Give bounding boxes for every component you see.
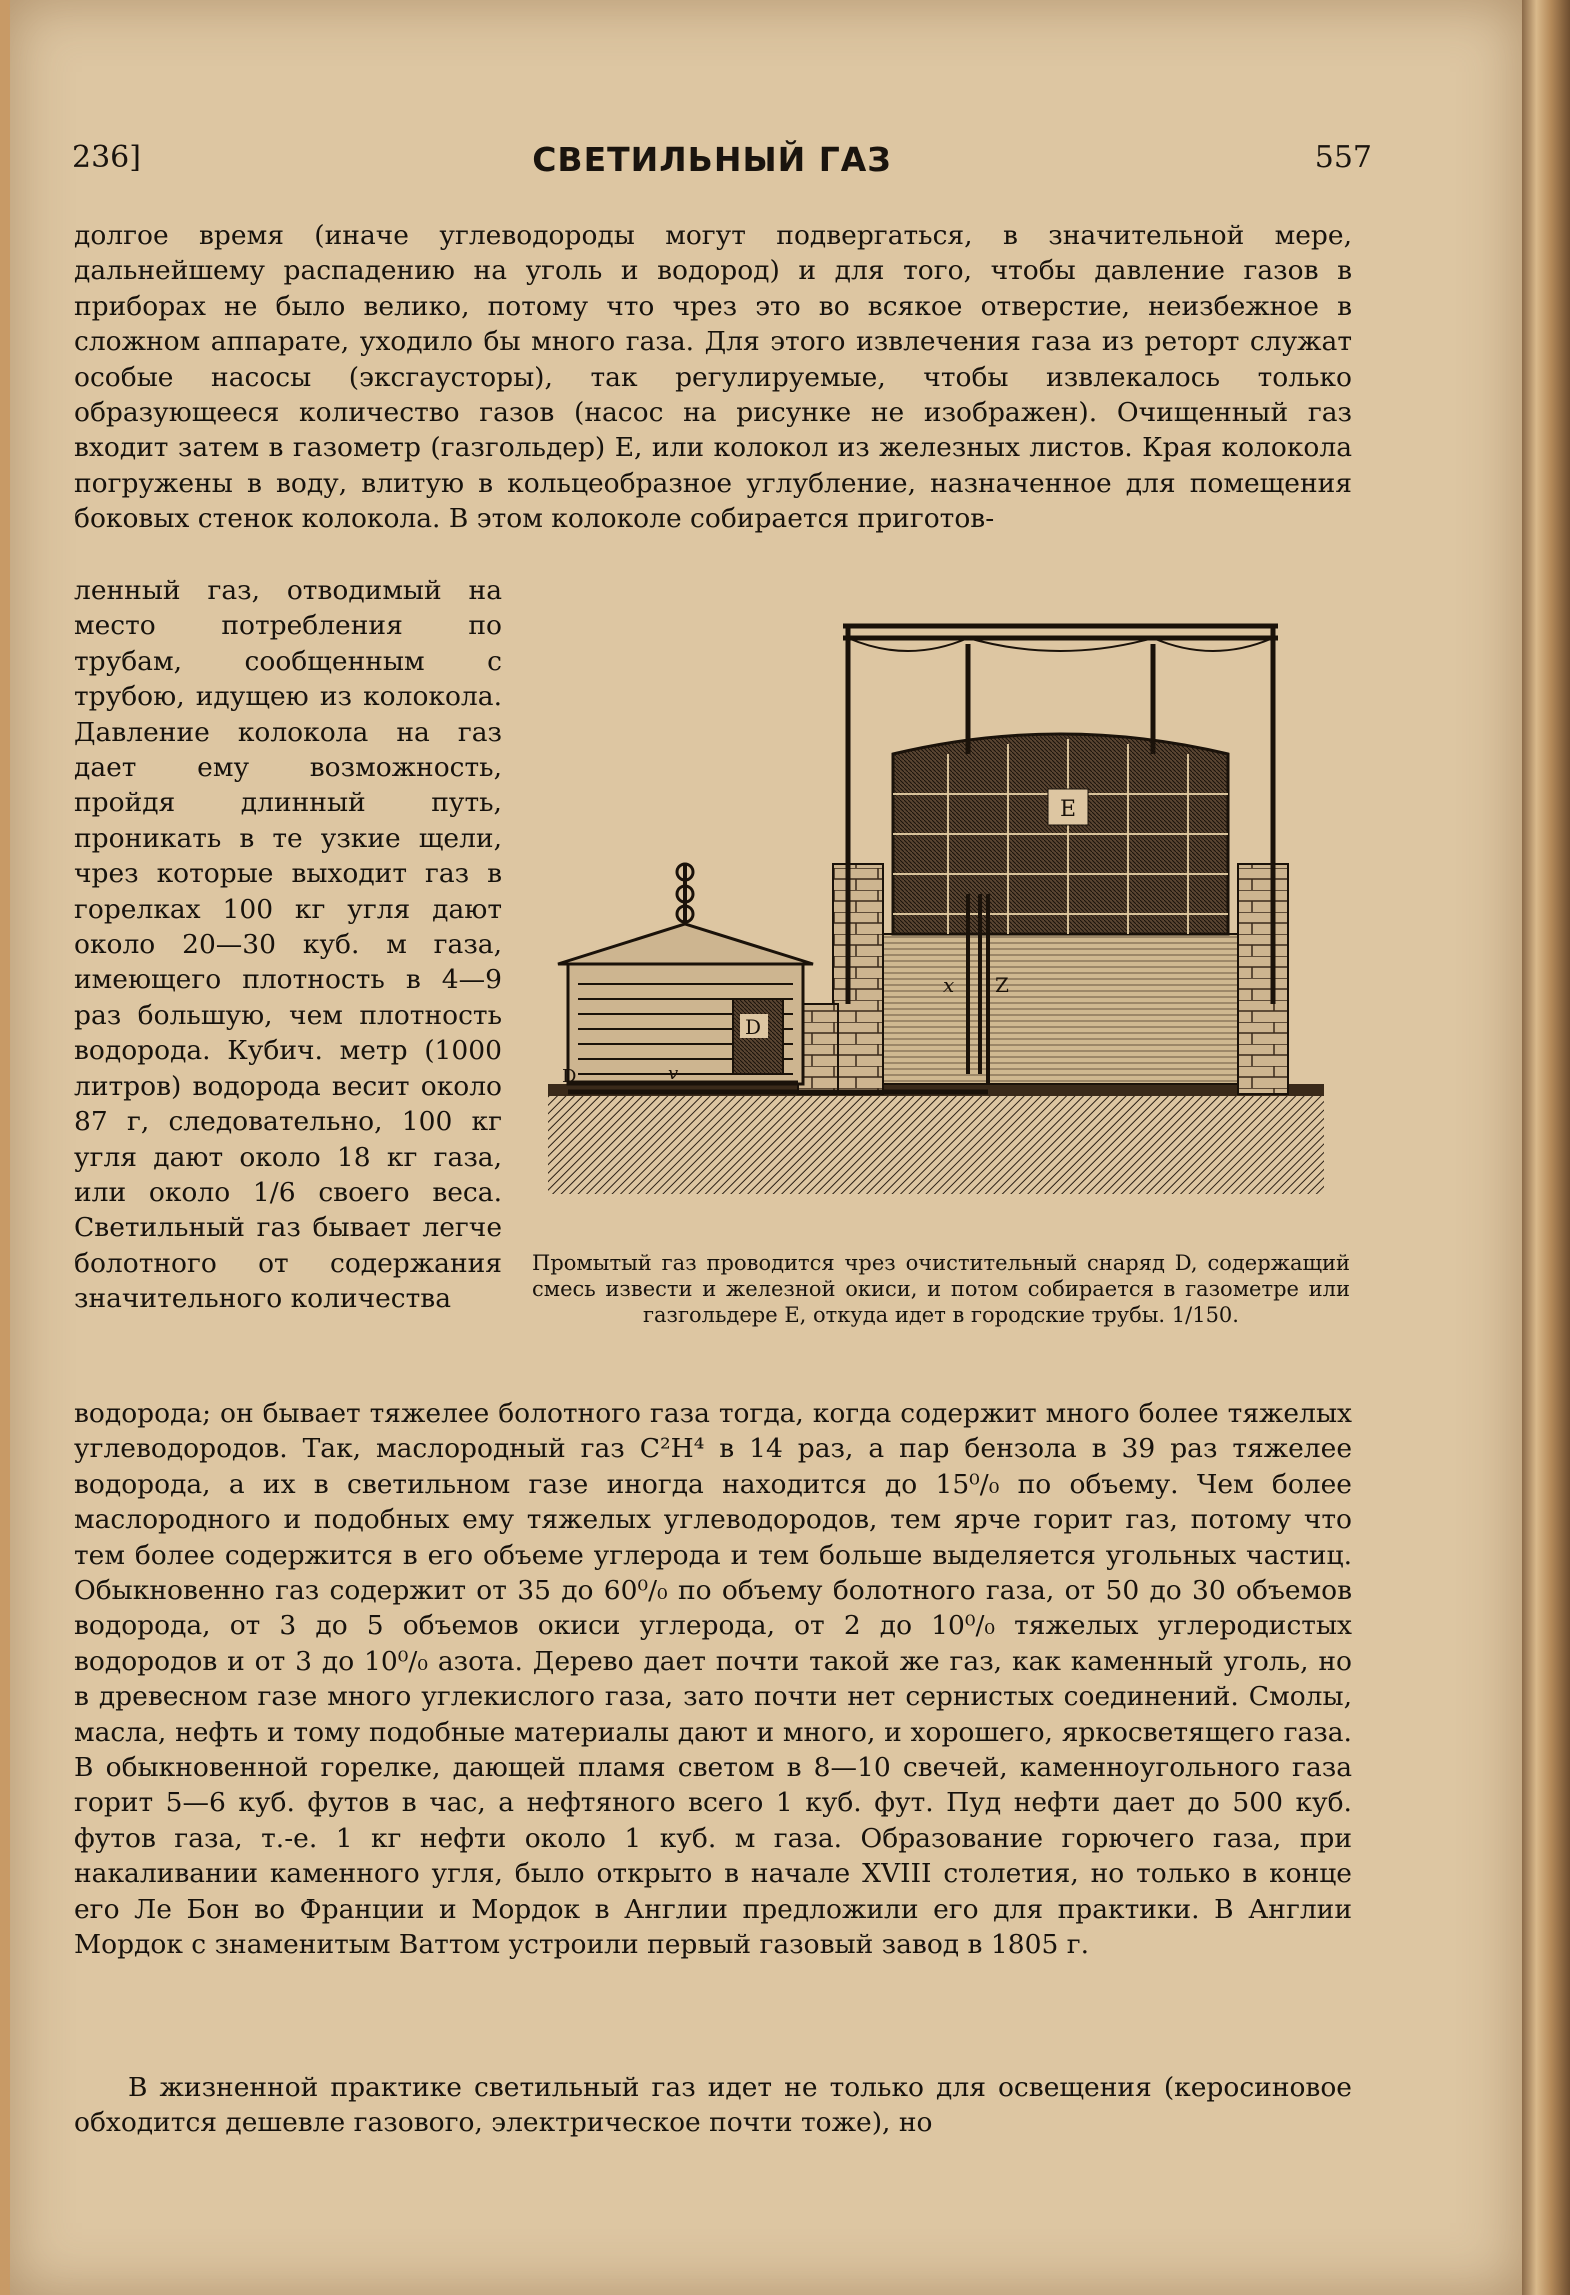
paragraph-top	[74, 218, 1352, 537]
label-v: v	[668, 1063, 679, 1084]
paragraph-final-text: В жизненной практике светильный газ идет не только для освещения (керосиновое обходится дешевле газового, электрическое почти тоже), но	[74, 2072, 1352, 2139]
label-x: x	[943, 973, 955, 997]
right-brick-wall	[1238, 864, 1288, 1094]
figure-caption-text: Промытый газ проводится чрез очистительный снаряд D, содержащий смесь извести и железной окиси, и потом собирается в газометре или газгольдере E, откуда идет в городские трубы. 1/150.	[532, 1251, 1350, 1327]
paragraph-top-text: долгое время (иначе углеводороды могут подвергаться, в значительной мере, дальнейшему распадению на уголь и водород) и для того, чтобы давление газов в приборах не было велико, потому что чрез это во всякое отверстие, неизбежное в сложном аппарате, уходило бы много газа. Для этого извлечения газа из реторт служат особые насосы (эксгаусторы), так регулируемые, чтобы извлекалось только образующееся количество газов (насос на рисунке не изображен). Очищенный газ входит затем в газометр (газгольдер) E, или колокол из железных листов. Края колокола погружены в воду, влитую в кольцеобразное углубление, назначенное для помещения боковых стенок колокола. В этом колоколе собирается приготов-	[74, 220, 1352, 535]
book-edge	[1522, 0, 1570, 2295]
page-number: 557	[1314, 140, 1372, 175]
figure-caption	[532, 1250, 1350, 1328]
paragraph-left-column	[74, 573, 502, 1317]
label-z: Z	[995, 973, 1009, 997]
section-number: 236]	[72, 140, 141, 175]
label-D: D	[745, 1015, 762, 1039]
water-tank	[883, 934, 1238, 1084]
book-page	[10, 0, 1522, 2295]
paragraph-final	[74, 2070, 1352, 2141]
purifier-lid	[558, 924, 813, 964]
paragraph-bottom-text: водорода; он бывает тяжелее болотного газа тогда, когда содержит много более тяжелых углеводородов. Так, маслородный газ C²H⁴ в 14 раз, а пар бензола в 39 раз тяжелее водорода, а их в светильном газе иногда находится до 15⁰/₀ по объему. Чем более маслородного и подобных ему тяжелых углеводородов, тем ярче горит газ, потому что тем более содержится в его объеме углерода и тем больше выделяется угольных частиц. Обыкновенно газ содержит от 35 до 60⁰/₀ по объему болотного газа, от 50 до 30 объемов водорода, от 3 до 5 объемов окиси углерода, от 2 до 10⁰/₀ тяжелых углеродистых водородов и от 3 до 10⁰/₀ азота. Дерево дает почти такой же газ, как каменный уголь, но в древесном газе много углекислого газа, зато почти нет сернистых соединений. Смолы, масла, нефть и тому подобные материалы дают и много, и хорошего, яркосветящего газа. В обыкновенной горелке, дающей пламя светом в 8—10 свечей, каменноугольного газа горит 5—6 куб. футов в час, а нефтяного всего 1 куб. фут. Пуд нефти дает до 500 куб. футов газа, т.-е. 1 кг нефти около 1 куб. м газа. Образование горючего газа, при накаливании каменного угля, было открыто в начале XVIII столетия, но только в конце его Ле Бон во Франции и Мордок в Англии предложили его для практики. В Англии Мордок с знаменитым Ваттом устроили первый газовый завод в 1805 г.	[74, 1398, 1352, 1961]
gasometer-illustration	[548, 604, 1324, 1196]
ground-hatching	[548, 1094, 1324, 1194]
label-E: E	[1060, 797, 1077, 822]
page-header	[72, 140, 1372, 190]
paragraph-left-text: ленный газ, отводимый на место потребления по трубам, сообщенным с трубою, идущею из колокола. Давление колокола на газ дает ему возможность, пройдя длинный путь, проникать в те узкие щели, чрез которые выходит газ в горелках 100 кг угля дают около 20—30 куб. м газа, имеющего плотность в 4—9 раз большую, чем плотность водорода. Кубич. метр (1000 литров) водорода весит около 87 г, следовательно, 100 кг угля дают около 18 кг газа, или около 1/6 своего веса. Светильный газ бывает легче болотного от содержания значительного количества	[74, 575, 502, 1315]
running-title: СВЕТИЛЬНЫЙ ГАЗ	[532, 140, 892, 179]
paragraph-bottom	[74, 1396, 1352, 1963]
label-D-small: D	[562, 1066, 577, 1087]
left-brick-wall	[833, 864, 883, 1094]
